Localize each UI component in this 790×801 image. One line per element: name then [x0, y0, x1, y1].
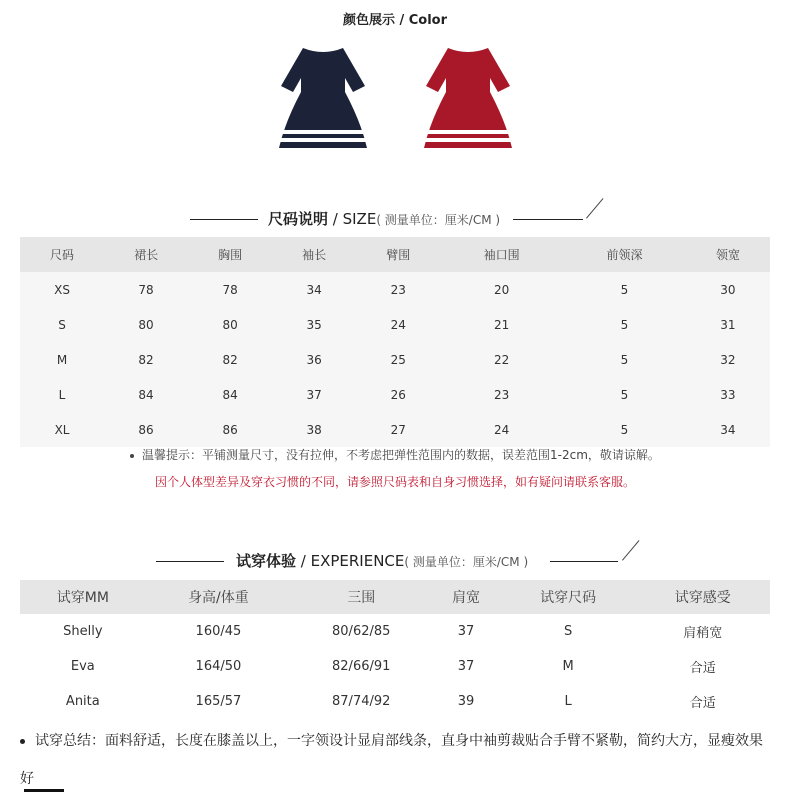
table-cell: 78	[104, 272, 188, 307]
column-header: 三围	[291, 580, 431, 614]
size-table	[20, 237, 770, 447]
table-cell: 30	[686, 272, 770, 307]
fitting-summary: 试穿总结：面料舒适，长度在膝盖以上，一字领设计显肩部线条，直身中袖剪裁贴合手臂不紧勒，简约大方，显瘦效果好	[20, 733, 763, 787]
table-row	[20, 307, 770, 342]
table-cell: 84	[188, 377, 272, 412]
bottom-divider	[24, 789, 64, 792]
header-slash	[622, 540, 639, 561]
table-cell: 35	[272, 307, 356, 342]
table-cell: 37	[272, 377, 356, 412]
table-cell: 86	[188, 412, 272, 447]
table-cell: 82/66/91	[291, 649, 431, 684]
table-cell: 80	[104, 307, 188, 342]
table-cell: 165/57	[146, 684, 292, 719]
table-cell: 肩稍宽	[635, 614, 770, 649]
table-cell: 5	[563, 377, 686, 412]
column-header: 袖长	[272, 237, 356, 272]
table-cell: 24	[440, 412, 563, 447]
color-section-title: 颜色展示 / Color	[342, 13, 448, 28]
table-cell: 34	[686, 412, 770, 447]
column-header: 胸围	[188, 237, 272, 272]
size-table-header	[20, 237, 770, 272]
bullet-icon	[20, 739, 25, 744]
table-cell: 27	[356, 412, 440, 447]
table-cell: 37	[431, 649, 501, 684]
column-header: 身高/体重	[146, 580, 292, 614]
header-rule-left	[156, 561, 224, 562]
column-header: 裙长	[104, 237, 188, 272]
table-cell: 26	[356, 377, 440, 412]
table-cell: 20	[440, 272, 563, 307]
table-row	[20, 614, 770, 649]
table-cell: 22	[440, 342, 563, 377]
table-cell: Anita	[20, 684, 146, 719]
table-cell: S	[501, 614, 636, 649]
table-cell: 39	[431, 684, 501, 719]
column-header: 前领深	[563, 237, 686, 272]
table-cell: 84	[104, 377, 188, 412]
column-header: 试穿MM	[20, 580, 146, 614]
table-cell: 合适	[635, 649, 770, 684]
table-cell: 21	[440, 307, 563, 342]
table-cell: M	[501, 649, 636, 684]
table-row	[20, 684, 770, 719]
column-header: 试穿尺码	[501, 580, 636, 614]
table-cell: 80/62/85	[291, 614, 431, 649]
table-cell: 23	[440, 377, 563, 412]
header-rule-right	[550, 561, 618, 562]
table-cell: 160/45	[146, 614, 292, 649]
table-cell: 合适	[635, 684, 770, 719]
table-cell: 5	[563, 272, 686, 307]
table-cell: 36	[272, 342, 356, 377]
table-row	[20, 272, 770, 307]
table-cell: 24	[356, 307, 440, 342]
header-rule-left	[190, 219, 258, 220]
size-section-title: 尺码说明 / SIZE( 测量单位：厘米/CM )	[268, 210, 501, 228]
table-cell: XS	[20, 272, 104, 307]
table-cell: 33	[686, 377, 770, 412]
navy-dress-swatch[interactable]	[273, 42, 373, 154]
table-cell: 37	[431, 614, 501, 649]
column-header: 领宽	[686, 237, 770, 272]
experience-section-title: 试穿体验 / EXPERIENCE( 测量单位：厘米/CM )	[236, 552, 529, 570]
table-cell: 164/50	[146, 649, 292, 684]
measurement-tip: 温馨提示：平铺测量尺寸，没有拉伸，不考虑把弹性范围内的数据，误差范围1-2cm，敬请谅解。	[130, 446, 660, 463]
table-cell: 87/74/92	[291, 684, 431, 719]
table-cell: 78	[188, 272, 272, 307]
table-cell: L	[501, 684, 636, 719]
column-header: 肩宽	[431, 580, 501, 614]
table-cell: 25	[356, 342, 440, 377]
table-cell: 32	[686, 342, 770, 377]
table-cell: Shelly	[20, 614, 146, 649]
table-cell: 34	[272, 272, 356, 307]
table-cell: L	[20, 377, 104, 412]
table-cell: Eva	[20, 649, 146, 684]
table-cell: 23	[356, 272, 440, 307]
table-cell: 31	[686, 307, 770, 342]
table-cell: 38	[272, 412, 356, 447]
column-header: 臂围	[356, 237, 440, 272]
header-slash	[586, 198, 603, 219]
table-cell: 82	[104, 342, 188, 377]
table-cell: 5	[563, 412, 686, 447]
red-dress-swatch[interactable]	[418, 42, 518, 154]
table-cell: 86	[104, 412, 188, 447]
table-cell: 5	[563, 307, 686, 342]
table-cell: 82	[188, 342, 272, 377]
experience-table	[20, 580, 770, 719]
column-header: 试穿感受	[635, 580, 770, 614]
column-header: 尺码	[20, 237, 104, 272]
experience-section-header	[0, 550, 790, 574]
table-cell: S	[20, 307, 104, 342]
table-row	[20, 342, 770, 377]
table-row	[20, 412, 770, 447]
size-advice-note: 因个人体型差异及穿衣习惯的不同，请参照尺码表和自身习惯选择，如有疑问请联系客服。	[154, 475, 635, 489]
table-row	[20, 649, 770, 684]
column-header: 袖口围	[440, 237, 563, 272]
table-cell: 5	[563, 342, 686, 377]
table-cell: XL	[20, 412, 104, 447]
header-rule-right	[513, 219, 583, 220]
table-row	[20, 377, 770, 412]
table-cell: M	[20, 342, 104, 377]
size-section-header	[0, 208, 790, 232]
experience-table-header	[20, 580, 770, 614]
bullet-icon	[130, 454, 134, 458]
table-cell: 80	[188, 307, 272, 342]
